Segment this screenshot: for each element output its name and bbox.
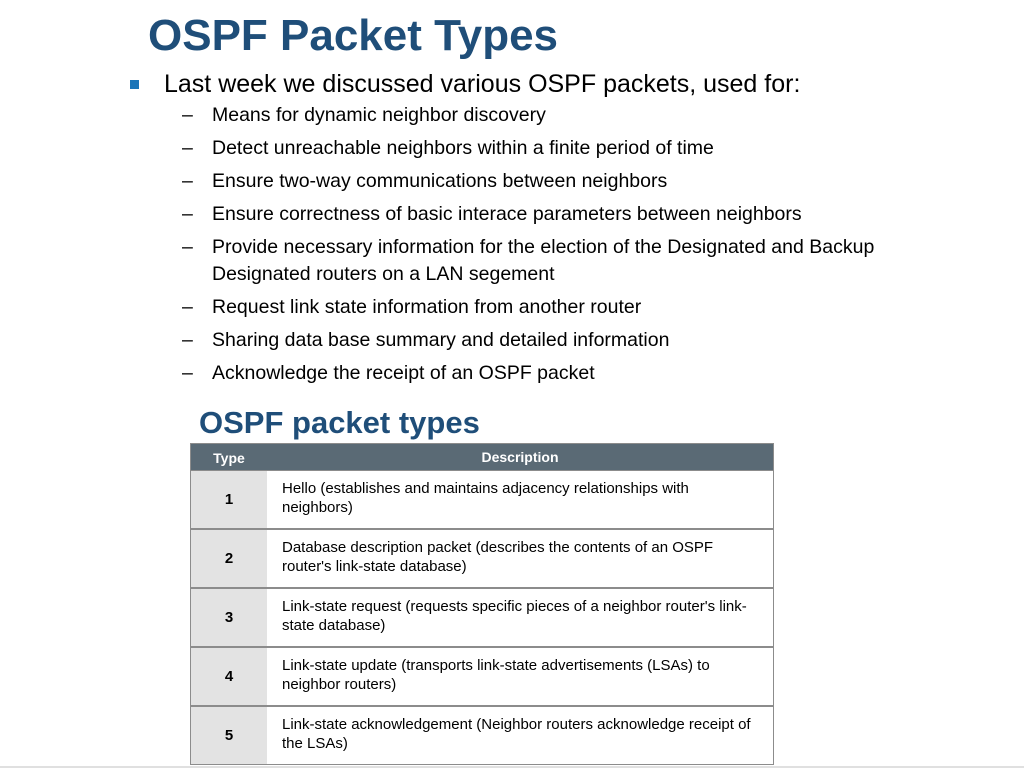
table-row [191, 646, 773, 705]
table-row [191, 587, 773, 646]
header-type: Type [213, 450, 245, 466]
sub-bullet-text: Means for dynamic neighbor discovery [212, 104, 546, 126]
main-bullet-text: Last week we discussed various OSPF packets, used for: [164, 70, 801, 98]
sub-bullet-text: Sharing data base summary and detailed information [212, 329, 670, 351]
description-cell: Link-state request (requests specific pieces of a neighbor router's link-state database) [282, 598, 747, 634]
description-cell: Database description packet (describes the contents of an OSPF router's link-state database) [282, 539, 714, 575]
type-cell: 4 [191, 648, 267, 705]
header-description: Description [481, 449, 559, 465]
sub-bullet-item [182, 234, 990, 288]
sub-bullet-item [182, 201, 990, 228]
sub-bullet-item [182, 327, 990, 354]
dash-marker: – [182, 362, 193, 384]
table-row [191, 470, 773, 528]
sub-bullet-text: Provide necessary information for the election of the Designated and Backup Designated routers on a LAN segement [212, 236, 875, 285]
sub-bullet-item [182, 135, 990, 162]
dash-marker: – [182, 137, 193, 159]
dash-marker: – [182, 329, 193, 351]
sub-bullet-text: Ensure two-way communications between neighbors [212, 170, 668, 192]
sub-bullet-list [130, 102, 990, 387]
sub-bullet-text: Ensure correctness of basic interace parameters between neighbors [212, 203, 802, 225]
table-header [191, 444, 773, 470]
square-bullet-icon [130, 80, 139, 89]
sub-bullet-text: Detect unreachable neighbors within a finite period of time [212, 137, 714, 159]
page-title: OSPF Packet Types [148, 11, 559, 60]
sub-bullet-item [182, 294, 990, 321]
sub-bullet-item [182, 360, 990, 387]
dash-marker: – [182, 236, 193, 258]
table-row [191, 528, 773, 587]
dash-marker: – [182, 104, 193, 126]
description-cell: Hello (establishes and maintains adjacency relationships with neighbors) [282, 480, 689, 516]
type-cell: 3 [191, 589, 267, 646]
sub-bullet-item [182, 102, 990, 129]
type-cell: 1 [191, 471, 267, 528]
dash-marker: – [182, 203, 193, 225]
table-title: OSPF packet types [199, 405, 480, 440]
sub-bullet-item [182, 168, 990, 195]
bullet-section [130, 68, 990, 393]
packet-types-table [190, 443, 774, 765]
dash-marker: – [182, 170, 193, 192]
description-cell: Link-state update (transports link-state advertisements (LSAs) to neighbor routers) [282, 657, 710, 693]
sub-bullet-text: Acknowledge the receipt of an OSPF packet [212, 362, 595, 384]
description-cell: Link-state acknowledgement (Neighbor routers acknowledge receipt of the LSAs) [282, 716, 751, 752]
type-cell: 5 [191, 707, 267, 764]
type-cell: 2 [191, 530, 267, 587]
main-bullet [130, 68, 990, 100]
sub-bullet-text: Request link state information from another router [212, 296, 642, 318]
table-row [191, 705, 773, 764]
dash-marker: – [182, 296, 193, 318]
